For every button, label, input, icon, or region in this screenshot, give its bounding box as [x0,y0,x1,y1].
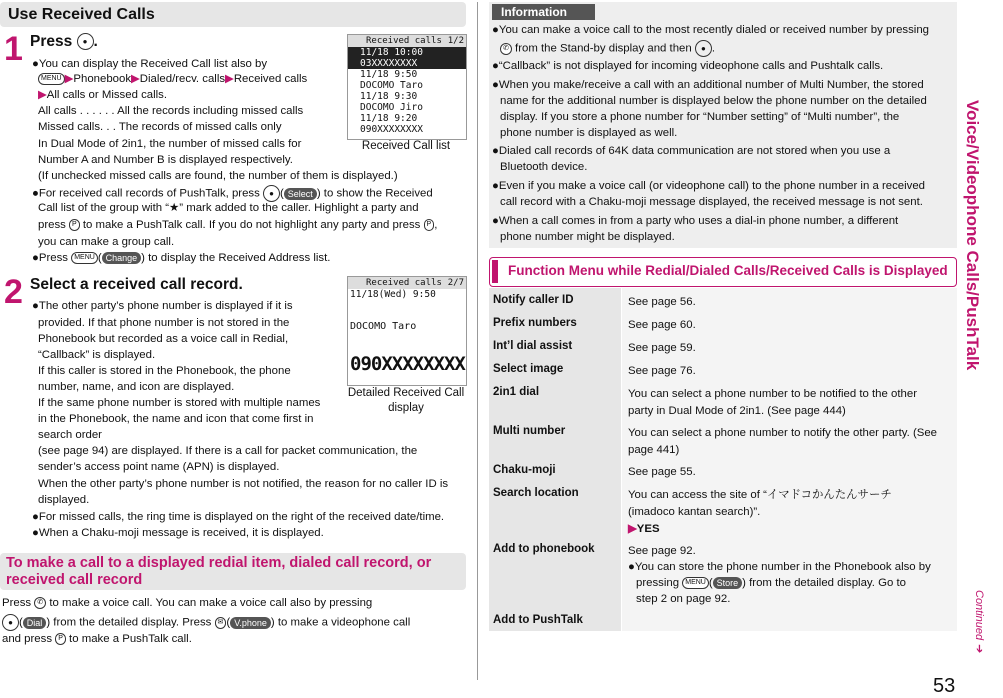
step1-line: ▶All calls or Missed calls. [38,89,168,101]
list-item: 03XXXXXXXX [348,58,466,69]
softkey-change: Change [102,252,142,264]
function-row: 2in1 dial You can select a phone number to be notified to the other party in Dual Mode of 2in1. (See page 444) [489,380,957,420]
step2-line: search order [38,429,102,441]
info-line: call record with a Chaku-moji message displayed, the received message is not sent. [500,196,923,208]
side-chapter-title: Voice/Videophone Calls/PushTalk [963,100,982,371]
screen-caption: Received Call list [361,140,451,152]
info-line: phone number is displayed as well. [500,127,678,139]
step2-line: When the other party’s phone number is not notified, the reason for no caller ID is [38,478,449,490]
section-heading: Use Received Calls [0,2,466,27]
info-line: Bluetooth device. [500,161,588,173]
list-item: 090XXXXXXXX [360,124,423,135]
step2-line: in the Phonebook, the name and icon that come first in [38,413,314,425]
column-divider [477,2,478,680]
step2-line: displayed. [38,494,90,506]
step1-line: press P to make a PushTalk call. If you do not highlight any party and press P , [38,219,438,231]
info-bullet: ●Dialed call records of 64K data communication are not stored when you use a [492,145,891,157]
mail-key-icon: ✉ [215,617,227,629]
step1-bullet-3: ●Press MENU ( Change ) to display the Received Address list. [32,252,331,264]
function-row: Select image See page 76. [489,357,957,381]
bottom-line: and press P to make a PushTalk call. [2,633,192,645]
pushtalk-key-icon: P [69,219,80,231]
step2-line: (see page 94) are displayed. If there is a call for packet communication, the [38,445,418,457]
bottom-line: ● ( Dial ) from the detailed display. Press ✉ ( V.phone ) to make a videophone call [2,614,410,631]
information-box [489,2,957,248]
list-item: DOCOMO Jiro [360,102,423,113]
step1-line: All calls . . . . . . All the records including missed calls [38,105,304,117]
list-item: 11/18 9:50 [360,69,418,80]
info-bullet: ●Even if you make a voice call (or videophone call) to the phone number in a received [492,180,926,192]
function-row: Prefix numbers See page 60. [489,311,957,335]
function-row: Int’l dial assist See page 59. [489,334,957,358]
function-row: Notify caller ID See page 56. [489,288,957,312]
pushtalk-key-icon: P [424,219,435,231]
menu-key-icon: MENU [71,252,98,264]
info-line: phone number might be displayed. [500,231,675,243]
step2-line: provided. If that phone number is not stored in the [38,317,290,329]
softkey-select: Select [284,188,317,200]
step1-line: Number A and Number B is displayed respectively. [38,154,293,166]
received-call-list-screen [347,34,467,140]
step2-line: “Callback” is displayed. [38,349,156,361]
list-item: 11/18 9:30 [360,91,418,102]
information-tag: Information [492,4,595,20]
step-1-title: Press ● . [30,33,98,50]
step1-line: you can make a group call. [38,236,175,248]
step2-line: sender’s access point name (APN) is displayed. [38,461,280,473]
caller-name: DOCOMO Taro [350,321,417,332]
step1-line: (If unchecked missed calls are found, the number of them is displayed.) [38,170,398,182]
step2-bullet-2: ●For missed calls, the ring time is displayed on the right of the received date/time. [32,511,445,523]
step-number-1: 1 [4,30,23,68]
list-item: 11/18 9:20 [360,113,418,124]
call-key-icon: ✆ [34,597,46,609]
step2-line: Phonebook but recorded as a voice call in Redial, [38,333,289,345]
bottom-line: Press ✆ to make a voice call. You can make a voice call also by pressing [2,597,373,609]
step2-line: If the same phone number is stored with multiple names [38,397,321,409]
function-menu-heading: Function Menu while Redial/Dialed Calls/Received Calls is Displayed [489,257,957,287]
center-key-icon: ● [77,33,94,50]
info-line: name for the additional number is displayed below the phone number on the detailed [500,95,927,107]
step2-bullet-1: ●The other party’s phone number is displayed if it is [32,300,293,312]
call-date: 11/18(Wed) 9:50 [350,289,436,300]
menu-key-icon: MENU [38,73,65,85]
caller-number: 090XXXXXXXX [350,353,465,375]
function-row: Chaku-moji See page 55. [489,458,957,482]
step1-line: Missed calls. . . The records of missed calls only [38,121,282,133]
info-bullet: ●When you make/receive a call with an additional number of Multi Number, the stored [492,79,924,91]
step1-line: In Dual Mode of 2in1, the number of missed calls for [38,138,302,150]
function-row: Add to phonebook See page 92. ●You can store the phone number in the Phonebook also by pressing MENU ( Store ) from the detailed display. Go to step 2 on page 92. [489,537,957,609]
heading-stripe [492,260,498,283]
step2-line: If this caller is stored in the Phonebook, the phone [38,365,291,377]
screen-caption: Detailed Received Call display [347,387,465,414]
step2-bullet-3: ●When a Chaku-moji message is received, it is displayed. [32,527,324,539]
screen-title-bar: Received calls 2/7 [348,277,466,289]
step2-line: number, name, and icon are displayed. [38,381,235,393]
step1-menu-path: MENU ▶Phonebook▶Dialed/recv. calls▶Received calls [38,72,307,87]
function-row: Add to PushTalk [489,608,957,632]
softkey-vphone: V.phone [230,617,271,629]
center-key-icon: ● [263,185,280,202]
center-key-icon: ● [2,614,19,631]
softkey-store: Store [713,577,743,589]
step1-bullet-2: ●For received call records of PushTalk, press ● ( Select ) to show the Received [32,185,433,202]
function-row: Search location You can access the site of “イマドコかんたんサーチ (imadoco kantan search)”. ▶YES [489,481,957,538]
screen-title-bar: Received calls 1/2 [348,35,466,47]
continued-marker: Continued ➔ [973,590,985,653]
step1-bullet-1: ●You can display the Received Call list also by [32,58,268,70]
subsection-heading: To make a call to a displayed redial item, dialed call record, or received call record [0,553,466,590]
softkey-dial: Dial [23,617,47,629]
info-bullet: ●“Callback” is not displayed for incoming videophone calls and Pushtalk calls. [492,60,884,72]
pushtalk-key-icon: P [55,633,66,645]
info-bullet: ●You can make a voice call to the most recently dialed or received number by pressing [492,24,930,36]
info-line: display. If you store a phone number for “Number setting” of “Multi number”, the [500,111,900,123]
info-bullet: ●When a call comes in from a party who uses a dial-in phone number, a different [492,215,899,227]
step1-line: Call list of the group with “★” mark added to the caller. Highlight a party and [38,202,419,214]
step-number-2: 2 [4,273,23,311]
detailed-received-call-screen [347,276,467,386]
page-number: 53 [933,675,956,697]
center-key-icon: ● [695,40,712,57]
list-item: 11/18 10:00 [348,47,466,58]
call-key-icon: ✆ [500,43,512,55]
step-2-title: Select a received call record. [30,276,243,293]
info-line: ✆ from the Stand-by display and then ● . [500,40,715,57]
list-item: DOCOMO Taro [360,80,423,91]
menu-key-icon: MENU [682,577,709,589]
function-row: Multi number You can select a phone number to notify the other party. (See page 441) [489,419,957,459]
